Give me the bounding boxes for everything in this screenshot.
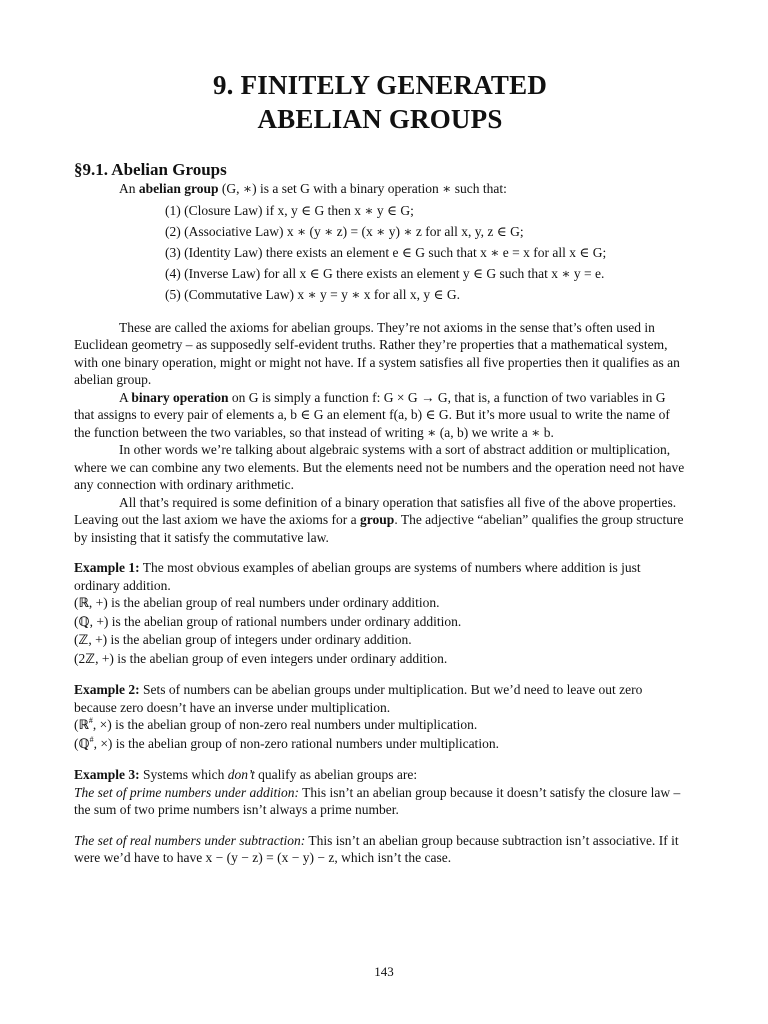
axiom-inverse: (4) (Inverse Law) for all x ∈ G there exists an element y ∈ G such that x ∗ y = e. xyxy=(165,265,605,281)
paragraph-binary-operation: A binary operation on G is simply a function f: G × G → G, that is, a function of two variables in G that assigns to every pair of elements a, b ∈ G an element f(a, b) ∈ G. But it’s more usual to write the name of the function between the two variables, so that instead of writing ∗ (a, b) we write a ∗ b. xyxy=(74,389,670,440)
example-2-intro: Example 2: Sets of numbers can be abelian groups under multiplication. But we’d need to leave out zero because zero doesn’t have an inverse under multiplication. xyxy=(74,682,643,715)
axiom-closure: (1) (Closure Law) if x, y ∈ G then x ∗ y ∈ G; xyxy=(165,202,414,218)
example-3-real-subtraction: The set of real numbers under subtraction: This isn’t an abelian group because subtraction isn’t associative. If it were we’d have to have x − (y − z) = (x − y) − z, which isn’t the case. xyxy=(74,832,679,865)
axiom-identity: (3) (Identity Law) there exists an element e ∈ G such that x ∗ e = x for all x ∈ G; xyxy=(165,244,607,260)
paragraph-algebraic-systems: In other words we’re talking about algebraic systems with a sort of abstract addition or multiplication, where we can combine any two elements. But the elements need not be numbers and the operation need not have any connection with ordinary arithmetic. xyxy=(74,442,685,492)
example-1-line-reals: (ℝ, +) is the abelian group of real numbers under ordinary addition. xyxy=(74,595,440,611)
example-1-intro: Example 1: The most obvious examples of abelian groups are systems of numbers where addition is just ordinary addition. xyxy=(74,560,641,593)
example-3-prime-addition: The set of prime numbers under addition: This isn’t an abelian group because it doesn’t satisfy the closure law – the sum of two prime numbers isn’t always a prime number. xyxy=(74,784,681,817)
example-1-line-rationals: (ℚ, +) is the abelian group of rational numbers under ordinary addition. xyxy=(74,613,462,630)
section-heading: §9.1. Abelian Groups xyxy=(74,160,227,179)
chapter-title xyxy=(74,68,686,136)
example-1-line-even-integers: (2ℤ, +) is the abelian group of even integers under ordinary addition. xyxy=(74,650,448,667)
axiom-commutative: (5) (Commutative Law) x ∗ y = y ∗ x for all x, y ∈ G. xyxy=(165,286,461,302)
paragraph-axioms: These are called the axioms for abelian groups. They’re not axioms in the sense that’s often used in Euclidean geometry – as supposedly self-evident truths. Rather they’re properties that a mathematical system, with one binary operation, might or might not have. If a system satisfies all five properties then it qualifies as an abelian group. xyxy=(74,319,680,387)
chapter-title-line-1: 9. FINITELY GENERATED xyxy=(212,70,548,100)
example-1-line-integers: (ℤ, +) is the abelian group of integers under ordinary addition. xyxy=(74,632,412,648)
axiom-list xyxy=(74,200,686,305)
example-2-line-nonzero-rationals: (ℚ#, ×) is the abelian group of non-zero rational numbers under multiplication. xyxy=(74,734,499,752)
definition: An abelian group (G, ∗) is a set G with a binary operation ∗ such that: xyxy=(119,181,507,196)
axiom-associative: (2) (Associative Law) x ∗ (y ∗ z) = (x ∗ y) ∗ z for all x, y, z ∈ G; xyxy=(165,223,524,239)
spacer xyxy=(74,819,686,832)
chapter-title-line-2: ABELIAN GROUPS xyxy=(257,104,503,134)
page-body xyxy=(74,68,686,867)
example-3 xyxy=(74,766,686,867)
example-2 xyxy=(74,681,686,753)
spacer xyxy=(74,305,686,319)
page-number: 143 xyxy=(374,964,394,979)
example-3-intro: Example 3: Systems which don’t qualify as abelian groups are: xyxy=(74,767,418,782)
paragraph-group-definition: All that’s required is some definition of a binary operation that satisfies all five of the above properties. Leaving out the last axiom we have the axioms for a group. The adjective “abelian” qualifies the group structure by insisting that it satisfy the commutative law. xyxy=(74,494,684,545)
example-1 xyxy=(74,559,686,668)
example-2-line-nonzero-reals: (ℝ#, ×) is the abelian group of non-zero real numbers under multiplication. xyxy=(74,716,478,733)
